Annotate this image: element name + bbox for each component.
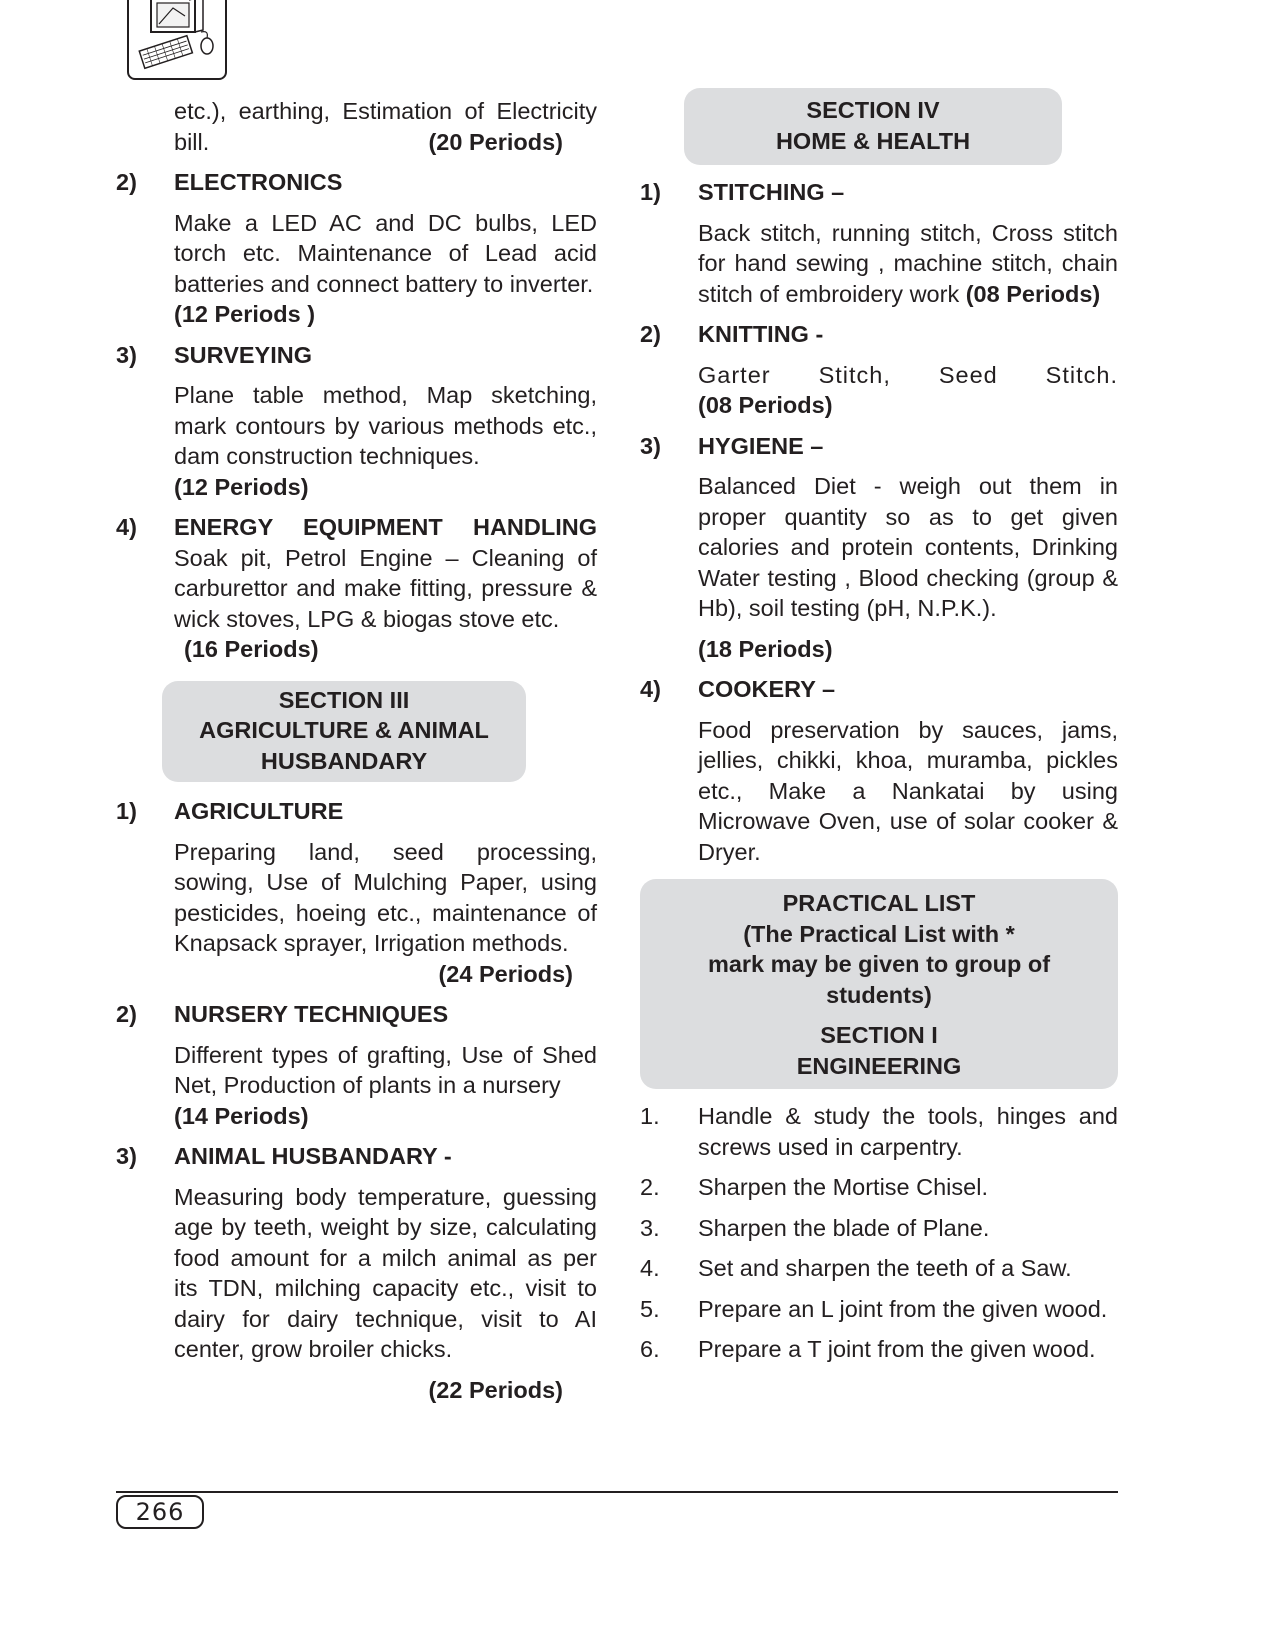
list-item <box>640 1334 1118 1365</box>
list-number: 6. <box>640 1336 660 1362</box>
practical-note: mark may be given to group of <box>707 951 1051 977</box>
item-heading: STITCHING – <box>698 179 845 205</box>
item-periods: (22 Periods) <box>428 1376 563 1403</box>
item-body: Soak pit, Petrol Engine – Cleaning of carburettor and make fitting, pressure & wick stoves, LPG & biogas stove etc. <box>174 544 597 632</box>
item-number: 1) <box>640 179 661 205</box>
list-number: 1. <box>640 1103 660 1129</box>
list-text: Sharpen the blade of Plane. <box>698 1214 990 1241</box>
item-periods: (12 Periods ) <box>174 301 316 327</box>
list-item <box>640 1172 1118 1203</box>
item-body: Back stitch, running stitch, Cross stitch for hand sewing , machine stitch, chain stitch of embroidery work <box>698 219 1118 307</box>
item-animal-husbandary <box>116 1141 597 1405</box>
page-number: 266 <box>116 1495 204 1529</box>
practical-note: (The Practical List with * <box>743 920 1015 947</box>
item-periods: (08 Periods) <box>965 280 1101 307</box>
practical-list-box <box>640 879 1118 1089</box>
item-body: Balanced Diet - weigh out them in proper quantity so as to get given calories and protein contents, Drinking Water testing , Blood checking (group & Hb), soil testing (pH, N.P.K.). <box>698 473 1118 621</box>
item-number: 3) <box>116 1143 137 1169</box>
item-body-wrap <box>698 218 1118 310</box>
list-text: Prepare a T joint from the given wood. <box>698 1336 1096 1362</box>
item-heading: AGRICULTURE <box>174 798 344 824</box>
item-periods: (18 Periods) <box>698 635 833 662</box>
item-body: Food preservation by sauces, jams, jellies, chikki, khoa, muramba, pickles etc., Make a Nankatai by using Microwave Oven, use of solar cooker & Dryer. <box>698 716 1118 865</box>
item-number: 2) <box>116 169 137 195</box>
item-stitching <box>640 177 1118 309</box>
item-number: 3) <box>116 341 137 368</box>
intro-block <box>174 96 597 157</box>
item-periods: (08 Periods) <box>698 392 833 418</box>
item-periods: (24 Periods) <box>438 960 573 987</box>
item-knitting <box>640 319 1118 421</box>
item-nursery <box>116 999 597 1131</box>
intro-periods: (20 Periods) <box>428 128 563 155</box>
item-heading: HYGIENE – <box>698 432 824 459</box>
item-number: 3) <box>640 432 661 459</box>
item-cookery <box>640 674 1118 867</box>
list-text: Sharpen the Mortise Chisel. <box>698 1174 988 1200</box>
item-periods: (12 Periods) <box>174 473 309 500</box>
computer-keyboard-mouse-icon <box>129 0 225 78</box>
item-body: Preparing land, seed processing, sowing, Use of Mulching Paper, using pesticides, hoeing etc., maintenance of Knapsack sprayer, Irrigation methods. <box>174 838 597 956</box>
list-text: Prepare an L joint from the given wood. <box>698 1295 1108 1322</box>
item-number: 4) <box>116 514 137 540</box>
item-heading: ELECTRONICS <box>174 169 343 195</box>
item-surveying <box>116 340 597 503</box>
section-title: SECTION IV <box>806 97 940 123</box>
item-body: Measuring body temperature, guessing age by teeth, weight by size, calculating food amount for a milch animal as per its TDN, milching capacity etc., visit to dairy for dairy technique, visit to AI center, grow broiler chicks. <box>174 1183 597 1362</box>
item-heading: ENERGY EQUIPMENT HANDLING <box>174 514 597 540</box>
item-body: Different types of grafting, Use of Shed Net, Production of plants in a nursery <box>174 1041 597 1098</box>
section-title: SECTION I <box>820 1022 938 1048</box>
item-electronics <box>116 167 597 330</box>
section-title: SECTION III <box>278 686 410 713</box>
item-body: Make a LED AC and DC bulbs, LED torch etc. Maintenance of Lead acid batteries and connect battery to inverter. <box>174 209 597 297</box>
left-column <box>116 96 597 1405</box>
item-energy <box>116 512 597 665</box>
section-3-box <box>162 681 526 783</box>
list-item <box>640 1213 1118 1244</box>
practical-title: PRACTICAL LIST <box>782 890 976 916</box>
item-heading: COOKERY – <box>698 676 836 702</box>
item-periods: (14 Periods) <box>174 1102 309 1129</box>
footer-rule <box>116 1491 1118 1493</box>
list-text: Handle & study the tools, hinges and screws used in carpentry. <box>698 1103 1118 1160</box>
list-text: Set and sharpen the teeth of a Saw. <box>698 1255 1072 1281</box>
item-agriculture <box>116 796 597 989</box>
list-number: 3. <box>640 1214 660 1241</box>
section-subtitle: HUSBANDARY <box>260 747 428 774</box>
item-heading: KNITTING - <box>698 321 824 347</box>
list-item <box>640 1294 1118 1325</box>
list-number: 4. <box>640 1255 660 1281</box>
item-heading: NURSERY TECHNIQUES <box>174 1001 449 1027</box>
list-number: 5. <box>640 1295 660 1322</box>
list-item <box>640 1101 1118 1162</box>
section-subtitle: ENGINEERING <box>796 1052 962 1079</box>
right-column <box>640 88 1118 1365</box>
practical-list <box>640 1101 1118 1365</box>
section-4-box <box>684 88 1062 165</box>
item-body: Garter Stitch, Seed Stitch. <box>698 361 1118 388</box>
list-number: 2. <box>640 1174 660 1200</box>
list-item <box>640 1253 1118 1284</box>
item-heading: ANIMAL HUSBANDARY - <box>174 1143 452 1169</box>
logo <box>127 0 227 80</box>
intro-text: etc.), earthing, Estimation of Electricity bill. <box>174 98 597 155</box>
section-subtitle: AGRICULTURE & ANIMAL <box>199 717 489 743</box>
item-number: 1) <box>116 798 137 824</box>
item-number: 4) <box>640 676 661 702</box>
practical-note: students) <box>826 981 932 1008</box>
item-number: 2) <box>116 1001 137 1027</box>
item-number: 2) <box>640 321 661 347</box>
item-hygiene <box>640 431 1118 665</box>
item-periods: (16 Periods) <box>184 636 319 662</box>
section-subtitle: HOME & HEALTH <box>775 127 971 154</box>
item-heading: SURVEYING <box>174 341 312 368</box>
item-body: Plane table method, Map sketching, mark contours by various methods etc., dam construction techniques. <box>174 382 597 469</box>
